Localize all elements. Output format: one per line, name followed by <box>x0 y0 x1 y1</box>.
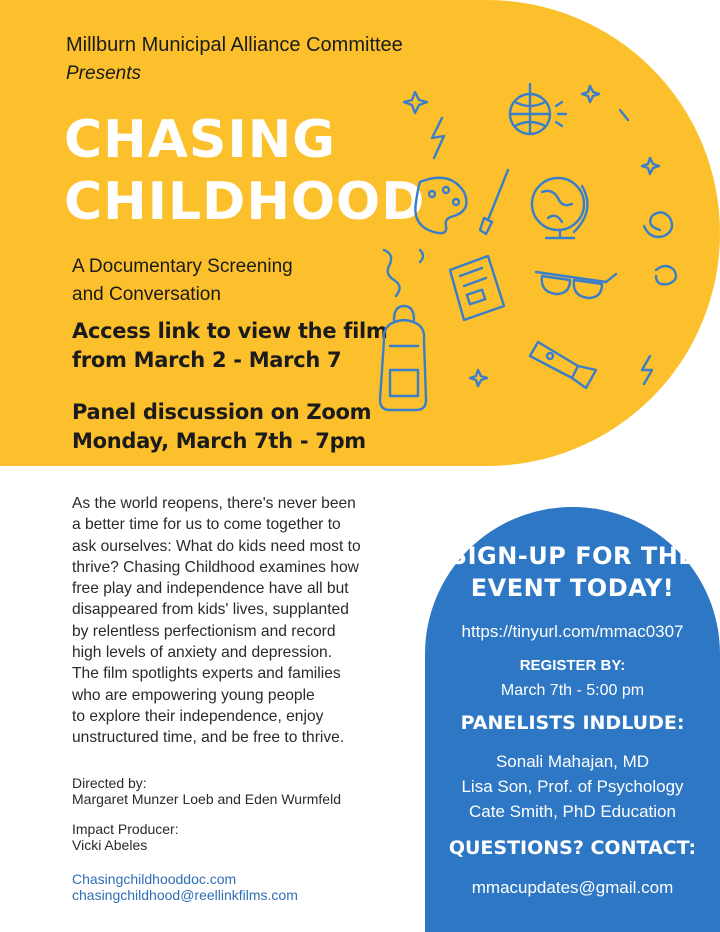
organizer-name: Millburn Municipal Alliance Committee <box>66 34 403 56</box>
directed-by-value: Margaret Munzer Loeb and Eden Wurmfeld <box>72 791 341 807</box>
description-line: ask ourselves: What do kids need most to <box>72 537 361 555</box>
backpack-icon <box>380 306 426 410</box>
panelist-item: Cate Smith, PhD Education <box>469 802 676 821</box>
flashlight-icon <box>530 342 596 388</box>
description-line: thrive? Chasing Childhood examines how <box>72 558 359 576</box>
book-icon <box>450 256 504 320</box>
description-line: to explore their independence, enjoy <box>72 707 324 725</box>
description-line: high levels of anxiety and depression. <box>72 644 333 662</box>
questions-heading: QUESTIONS? CONTACT: <box>448 837 697 859</box>
childhood-doodles-illustration <box>360 70 700 430</box>
sparkle-icon <box>404 86 659 386</box>
title-line-2: CHILDHOOD <box>64 172 426 232</box>
description-line: a better time for us to come together to <box>72 516 341 534</box>
access-line-1: Access link to view the film <box>72 319 388 343</box>
palette-icon <box>415 178 466 233</box>
spiral-icon <box>644 212 676 284</box>
subtitle-line-1: A Documentary Screening <box>72 256 293 277</box>
paintbrush-icon <box>480 170 508 234</box>
register-by-date: March 7th - 5:00 pm <box>500 682 645 699</box>
description-line: The film spotlights experts and families <box>72 665 341 683</box>
impact-producer-value: Vicki Abeles <box>72 837 148 853</box>
register-by-label: REGISTER BY: <box>519 657 626 674</box>
description-line: As the world reopens, there's never been <box>72 495 356 512</box>
panel-line-1: Panel discussion on Zoom <box>72 400 372 424</box>
description-line: who are empowering young people <box>72 686 315 704</box>
squiggle-icon <box>384 250 423 296</box>
panelist-item: Sonali Mahajan, MD <box>495 752 650 771</box>
directed-by-label: Directed by: <box>72 775 147 791</box>
subtitle <box>72 253 372 309</box>
access-line-2: from March 2 - March 7 <box>72 348 342 372</box>
stars-icon <box>620 110 652 384</box>
access-info <box>72 317 388 375</box>
description-line: free play and independence have all but <box>72 580 349 598</box>
panelist-item: Lisa Son, Prof. of Psychology <box>461 777 684 796</box>
title-line-1: CHASING <box>64 110 336 170</box>
panelists-heading: PANELISTS INDLUDE: <box>460 712 685 734</box>
presents-label: Presents <box>66 63 141 84</box>
globe-icon <box>532 178 587 238</box>
description-line: disappeared from kids' lives, supplanted <box>72 601 349 619</box>
signup-heading-line-1: SIGN-UP FOR THE <box>449 542 696 570</box>
sunglasses-icon <box>536 272 616 298</box>
lightning-icon <box>432 118 444 158</box>
disco-ball-icon <box>510 84 566 134</box>
panel-line-2: Monday, March 7th - 7pm <box>72 429 366 453</box>
website-link[interactable]: Chasingchildhooddoc.com <box>72 871 237 887</box>
contact-email-link[interactable]: mmacupdates@gmail.com <box>471 878 674 897</box>
email-link[interactable]: chasingchildhood@reellinkfilms.com <box>72 887 298 903</box>
impact-producer-label: Impact Producer: <box>72 821 179 837</box>
panel-info <box>72 398 371 456</box>
description-line: unstructured time, and be free to thrive. <box>72 729 345 747</box>
description-paragraph <box>72 493 402 749</box>
description-line: by relentless perfectionism and record <box>72 622 336 640</box>
signup-heading-line-2: EVENT TODAY! <box>470 574 675 602</box>
subtitle-line-2: and Conversation <box>72 284 221 305</box>
signup-url-link[interactable]: https://tinyurl.com/mmac0307 <box>461 622 684 641</box>
signup-heading <box>425 540 720 604</box>
